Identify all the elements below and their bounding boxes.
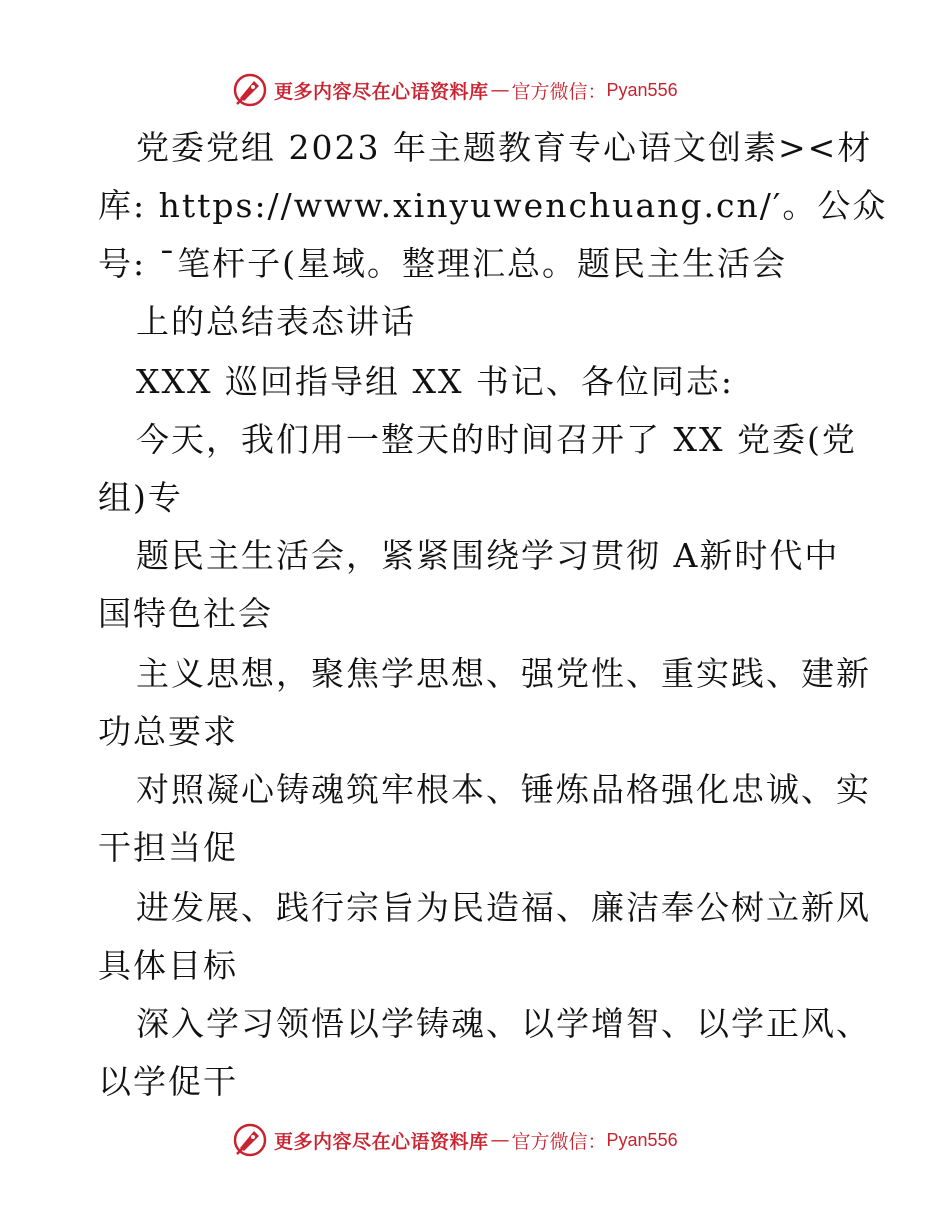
text-line: 国特色社会	[98, 594, 273, 633]
watermark-dash: —	[490, 1129, 510, 1151]
text-line: 号: ¯笔杆子(星域。整理汇总。题民主生活会	[98, 244, 787, 283]
text-line: 以学促干	[98, 1062, 238, 1101]
watermark-wechat-label: 官方微信：	[511, 1130, 607, 1153]
watermark-banner-bottom	[232, 1120, 678, 1160]
watermark-wechat-id: Pyan556	[606, 1129, 678, 1150]
text-line: 今天，我们用一整天的时间召开了 XX 党委(党	[136, 420, 857, 459]
watermark-title: 更多内容尽在心语资料库	[274, 1130, 489, 1153]
watermark-wechat-id: Pyan556	[606, 79, 678, 100]
text-line: 库: https://www.xinyuwenchuang.cn/′。公众	[98, 186, 888, 225]
text-line: XXX 巡回指导组 XX 书记、各位同志:	[136, 362, 735, 401]
text-line: 组)专	[98, 478, 183, 517]
text-line: 功总要求	[98, 712, 238, 751]
text-line: 具体目标	[98, 946, 238, 985]
text-line: 题民主生活会，紧紧围绕学习贯彻 A新时代中	[136, 536, 840, 575]
text-line: 对照凝心铸魂筑牢根本、锤炼品格强化忠诚、实	[136, 770, 871, 809]
text-line: 进发展、践行宗旨为民造福、廉洁奉公树立新风	[136, 888, 871, 927]
text-line: 上的总结表态讲话	[136, 302, 416, 341]
text-line: 党委党组 2023 年主题教育专心语文创素><材	[136, 128, 873, 167]
watermark-dash: —	[490, 79, 510, 101]
text-line: 主义思想，聚焦学思想、强党性、重实践、建新	[136, 654, 871, 693]
text-line: 深入学习领悟以学铸魂、以学增智、以学正风、	[136, 1004, 871, 1043]
text-line: 干担当促	[98, 828, 238, 867]
watermark-title: 更多内容尽在心语资料库	[274, 80, 489, 103]
watermark-wechat-label: 官方微信：	[511, 80, 607, 103]
pen-nib-logo-icon	[232, 1122, 268, 1158]
